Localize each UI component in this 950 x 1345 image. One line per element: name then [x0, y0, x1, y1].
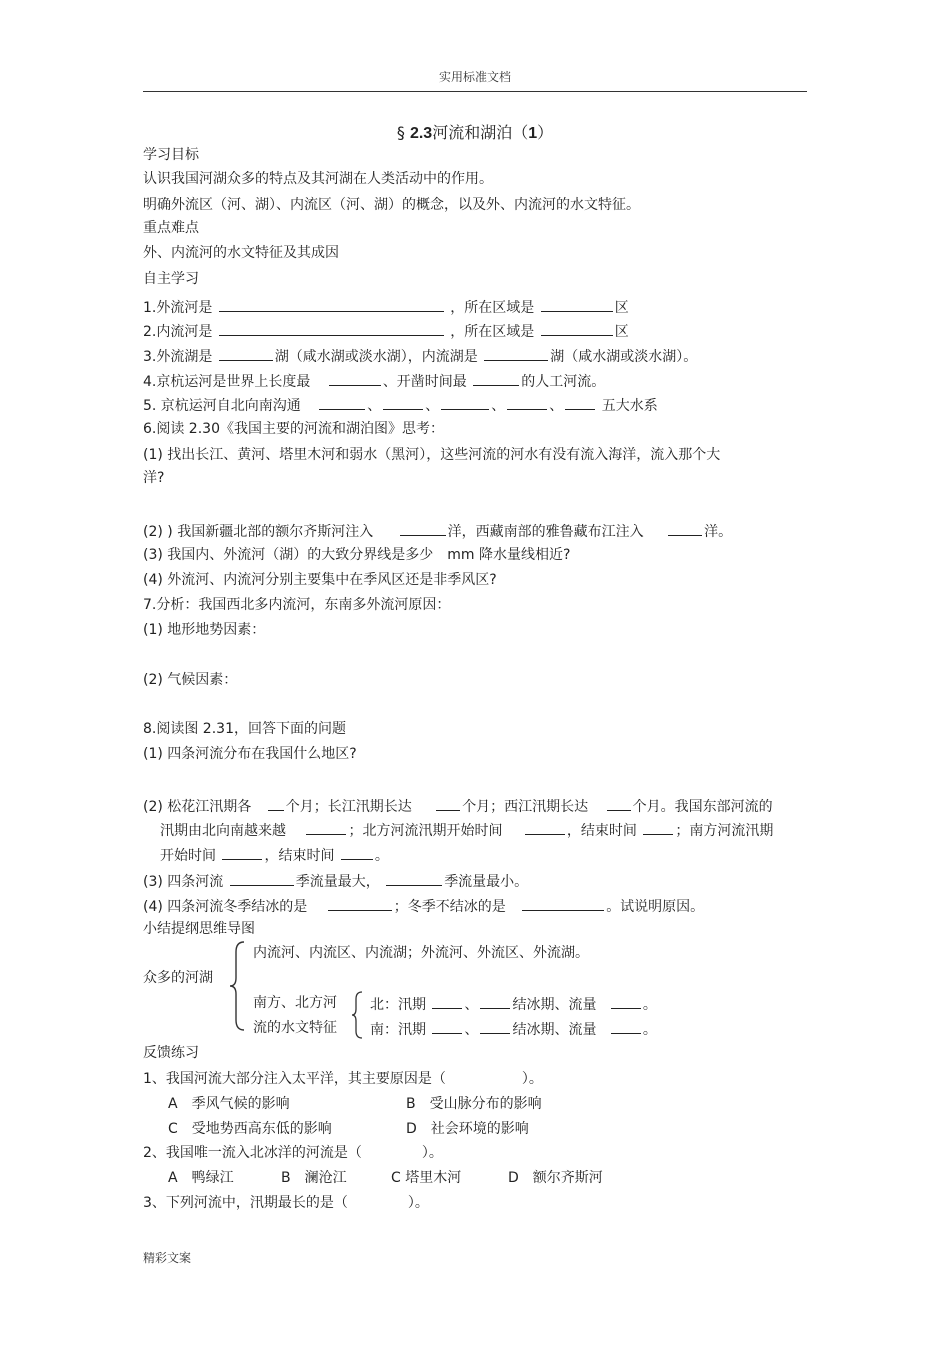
answer-blank[interactable]	[436, 795, 460, 811]
answer-blank[interactable]	[668, 520, 702, 536]
question-8-2-cont-1: 汛期由北向南越来越 ；北方河流汛期开始时间 ，结束时间 ；南方河流汛期	[160, 819, 773, 841]
answer-blank[interactable]	[400, 520, 446, 536]
question-8: 8.阅读图 2.31，回答下面的问题	[143, 721, 346, 737]
exercise-1-option-b[interactable]: B 受山脉分布的影响	[406, 1096, 542, 1112]
question-6-4: (4) 外流河、内流河分别主要集中在季风区还是非季风区?	[143, 572, 497, 588]
answer-blank[interactable]	[522, 895, 604, 911]
mindmap-sub-brace-icon	[350, 990, 366, 1040]
answer-blank[interactable]	[611, 993, 641, 1009]
question-6-1-cont: 洋?	[143, 470, 165, 486]
answer-blank[interactable]	[219, 320, 444, 336]
goal-line-1: 认识我国河湖众多的特点及其河湖在人类活动中的作用。	[143, 171, 493, 187]
answer-blank[interactable]	[507, 394, 547, 410]
answer-blank[interactable]	[329, 370, 381, 386]
answer-blank[interactable]	[541, 296, 613, 312]
question-8-2-cont-2: 开始时间 ，结束时间 。	[160, 844, 389, 866]
answer-blank[interactable]	[643, 819, 673, 835]
answer-blank[interactable]	[473, 370, 519, 386]
answer-blank[interactable]	[268, 795, 284, 811]
answer-blank[interactable]	[328, 895, 392, 911]
document-title: § 2.3河流和湖泊（1）	[396, 123, 554, 142]
exercise-3: 3、下列河流中，汛期最长的是（ ）。	[143, 1195, 429, 1211]
section-heading-feedback: 反馈练习	[143, 1045, 199, 1061]
section-heading-summary: 小结提纲思维导图	[143, 921, 255, 937]
exercise-2-option-a[interactable]: A 鸭绿江	[168, 1170, 234, 1186]
answer-blank[interactable]	[432, 1018, 462, 1034]
section-heading-goals: 学习目标	[143, 147, 199, 163]
answer-blank[interactable]	[484, 345, 548, 361]
mindmap-brace-icon	[228, 940, 250, 1032]
page-footer: 精彩文案	[143, 1251, 192, 1265]
answer-blank[interactable]	[386, 870, 442, 886]
exercise-2-option-b[interactable]: B 澜沧江	[281, 1170, 347, 1186]
goal-line-2: 明确外流区（河、湖）、内流区（河、湖）的概念，以及外、内流河的水文特征。	[143, 197, 640, 213]
answer-blank[interactable]	[219, 345, 273, 361]
mindmap-branch-2b: 流的水文特征	[253, 1020, 337, 1036]
answer-blank[interactable]	[565, 394, 595, 410]
section-heading-self-study: 自主学习	[143, 271, 199, 287]
answer-blank[interactable]	[230, 870, 294, 886]
answer-blank[interactable]	[341, 844, 373, 860]
question-8-2: (2) 松花江汛期各 个月；长江汛期长达 个月；西江汛期长达 个月。我国东部河流的	[143, 795, 773, 817]
question-7-2: (2) 气候因素：	[143, 672, 238, 688]
mindmap-branch-2a: 南方、北方河	[253, 995, 337, 1011]
question-4: 4.京杭运河是世界上长度最 、开凿时间最 的人工河流。	[143, 370, 605, 392]
header-rule	[143, 91, 807, 92]
question-1: 1.外流河是 ，所在区域是 区	[143, 296, 629, 318]
mindmap-south: 南：汛期 、 结冰期、流量 。	[370, 1018, 657, 1040]
answer-blank[interactable]	[541, 320, 613, 336]
question-2: 2.内流河是 ，所在区域是 区	[143, 320, 629, 342]
mindmap-north: 北：汛期 、 结冰期、流量 。	[370, 993, 657, 1015]
question-3: 3.外流湖是 湖（咸水湖或淡水湖），内流湖是 湖（咸水湖或淡水湖）。	[143, 345, 697, 367]
answer-blank[interactable]	[432, 993, 462, 1009]
exercise-1: 1、我国河流大部分注入太平洋，其主要原因是（ ）。	[143, 1071, 543, 1087]
exercise-2-option-d[interactable]: D 额尔齐斯河	[508, 1170, 603, 1186]
answer-blank[interactable]	[441, 394, 489, 410]
question-8-4: (4) 四条河流冬季结冰的是 ；冬季不结冰的是 。试说明原因。	[143, 895, 704, 917]
exercise-1-option-d[interactable]: D 社会环境的影响	[406, 1121, 529, 1137]
exercise-2: 2、我国唯一流入北冰洋的河流是（ ）。	[143, 1145, 443, 1161]
question-7-1: (1) 地形地势因素：	[143, 622, 266, 638]
mindmap-root: 众多的河湖	[143, 970, 213, 986]
exercise-1-option-a[interactable]: A 季风气候的影响	[168, 1096, 290, 1112]
answer-blank[interactable]	[219, 296, 444, 312]
answer-blank[interactable]	[306, 819, 346, 835]
question-7: 7.分析：我国西北多内流河，东南多外流河原因：	[143, 597, 451, 613]
question-6-2: (2) ) 我国新疆北部的额尔齐斯河注入 洋，西藏南部的雅鲁藏布江注入 洋。	[143, 520, 732, 542]
question-6-1: (1) 找出长江、黄河、塔里木河和弱水（黑河），这些河流的河水有没有流入海洋，流入那个大	[143, 447, 721, 463]
answer-blank[interactable]	[222, 844, 262, 860]
answer-blank[interactable]	[607, 795, 631, 811]
answer-blank[interactable]	[525, 819, 565, 835]
exercise-2-option-c[interactable]: C 塔里木河	[391, 1170, 462, 1186]
question-6-3: (3) 我国内、外流河（湖）的大致分界线是多少 mm 降水量线相近?	[143, 547, 571, 563]
question-5: 5. 京杭运河自北向南沟通 、 、 、 、 五大水系	[143, 394, 658, 416]
section-heading-key-points: 重点难点	[143, 220, 199, 236]
key-point-line: 外、内流河的水文特征及其成因	[143, 245, 339, 261]
page-header: 实用标准文档	[438, 70, 511, 84]
answer-blank[interactable]	[611, 1018, 641, 1034]
exercise-1-option-c[interactable]: C 受地势西高东低的影响	[168, 1121, 332, 1137]
answer-blank[interactable]	[480, 993, 510, 1009]
question-8-3: (3) 四条河流 季流量最大， 季流量最小。	[143, 870, 528, 892]
question-8-1: (1) 四条河流分布在我国什么地区?	[143, 746, 357, 762]
answer-blank[interactable]	[480, 1018, 510, 1034]
mindmap-branch-1: 内流河、内流区、内流湖；外流河、外流区、外流湖。	[253, 945, 589, 961]
question-6: 6.阅读 2.30《我国主要的河流和湖泊图》思考：	[143, 421, 444, 437]
answer-blank[interactable]	[383, 394, 423, 410]
answer-blank[interactable]	[319, 394, 365, 410]
